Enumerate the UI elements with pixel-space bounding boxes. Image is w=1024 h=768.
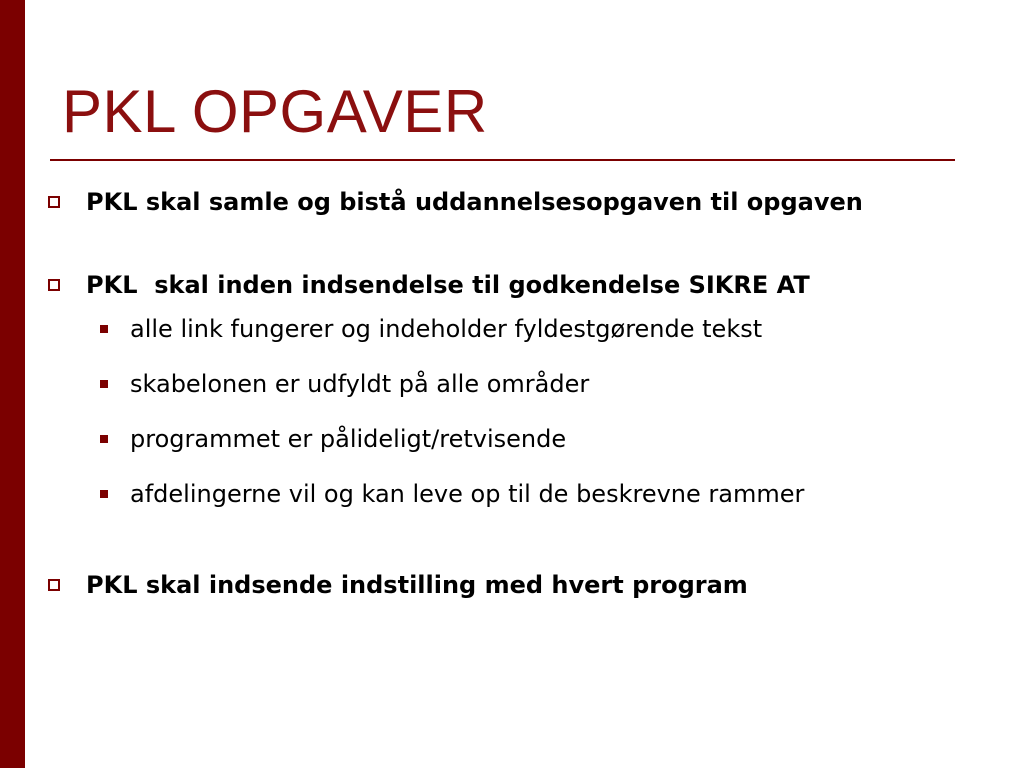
hollow-square-bullet-icon [48,579,60,591]
bullet-text: PKL skal samle og bistå uddannelsesopgaven til opgaven [86,188,863,216]
sub-bullet-text: alle link fungerer og indeholder fyldestgørende tekst [130,315,763,343]
sub-bullet-text: afdelingerne vil og kan leve op til de beskrevne rammer [130,480,805,508]
bullet-text: PKL skal inden indsendelse til godkendelse SIKRE AT [86,271,810,299]
bullet-text: PKL skal indsende indstilling med hvert program [86,571,748,599]
hollow-square-bullet-icon [48,196,60,208]
title-divider [50,159,955,161]
sub-bullet-text: skabelonen er udfyldt på alle områder [130,370,590,398]
sub-bullet-text: programmet er pålideligt/retvisende [130,425,567,453]
hollow-square-bullet-icon [48,279,60,291]
slide-title: PKL OPGAVER [62,78,488,145]
filled-square-bullet-icon [100,380,108,388]
filled-square-bullet-icon [100,325,108,333]
filled-square-bullet-icon [100,490,108,498]
filled-square-bullet-icon [100,435,108,443]
left-accent-bar [0,0,25,768]
